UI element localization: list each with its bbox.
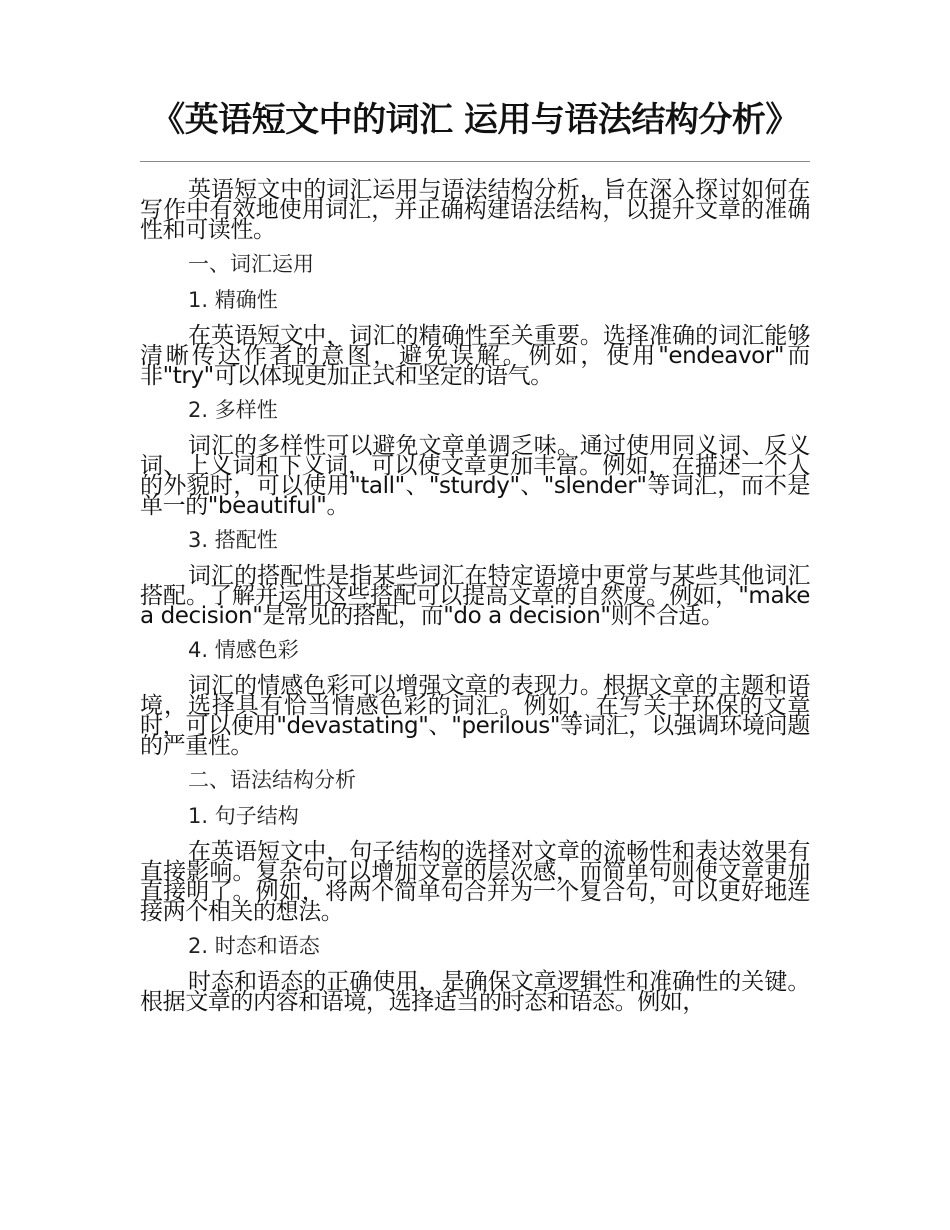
- paragraph: 词汇的搭配性是指某些词汇在特定语境中更常与某些其他词汇搭配。了解并运用这些搭配可以提高文章的自然度。例如，"make a decision"是常见的搭配，而"do a decision"则不合适。: [140, 563, 810, 629]
- document-body: [140, 177, 810, 1015]
- document-title: 《英语短文中的词汇 运用与语法结构分析》: [151, 100, 799, 140]
- paragraph: 词汇的情感色彩可以增强文章的表现力。根据文章的主题和语境，选择具有恰当情感色彩的词汇。例如，在写关于环保的文章时，可以使用"devastating"、"perilous"等词汇，以强调环境问题的严重性。: [140, 673, 810, 759]
- paragraph: 英语短文中的词汇运用与语法结构分析，旨在深入探讨如何在写作中有效地使用词汇，并正确构建语法结构，以提升文章的准确性和可读性。: [140, 177, 810, 243]
- section-heading: 一、词汇运用: [188, 252, 314, 276]
- section-heading: 2. 多样性: [188, 398, 278, 422]
- paragraph: 词汇的多样性可以避免文章单调乏味。通过使用同义词、反义词、上义词和下义词，可以使文章更加丰富。例如，在描述一个人的外貌时，可以使用"tall"、"sturdy"、"slender"等词汇，而不是单一的"beautiful"。: [140, 433, 810, 519]
- section-heading: 二、语法结构分析: [188, 768, 356, 792]
- section-heading: 4. 情感色彩: [188, 638, 299, 662]
- section-heading: 1. 句子结构: [188, 804, 299, 828]
- paragraph: 在英语短文中，词汇的精确性至关重要。选择准确的词汇能够清晰传达作者的意图，避免误解。例如，使用"endeavor"而非"try"可以体现更加正式和坚定的语气。: [140, 323, 810, 389]
- paragraph: 在英语短文中，句子结构的选择对文章的流畅性和表达效果有直接影响。复杂句可以增加文章的层次感，而简单句则使文章更加直接明了。例如，将两个简单句合并为一个复合句，可以更好地连接两个相关的想法。: [140, 839, 810, 925]
- title-underline: [140, 161, 810, 162]
- block-spacer: [140, 276, 810, 288]
- block-spacer: [140, 792, 810, 804]
- section-heading: 1. 精确性: [188, 288, 278, 312]
- section-heading: 3. 搭配性: [188, 528, 278, 552]
- paragraph: 时态和语态的正确使用，是确保文章逻辑性和准确性的关键。根据文章的内容和语境，选择适当的时态和语态。例如，: [140, 969, 810, 1015]
- section-heading: 2. 时态和语态: [188, 934, 320, 958]
